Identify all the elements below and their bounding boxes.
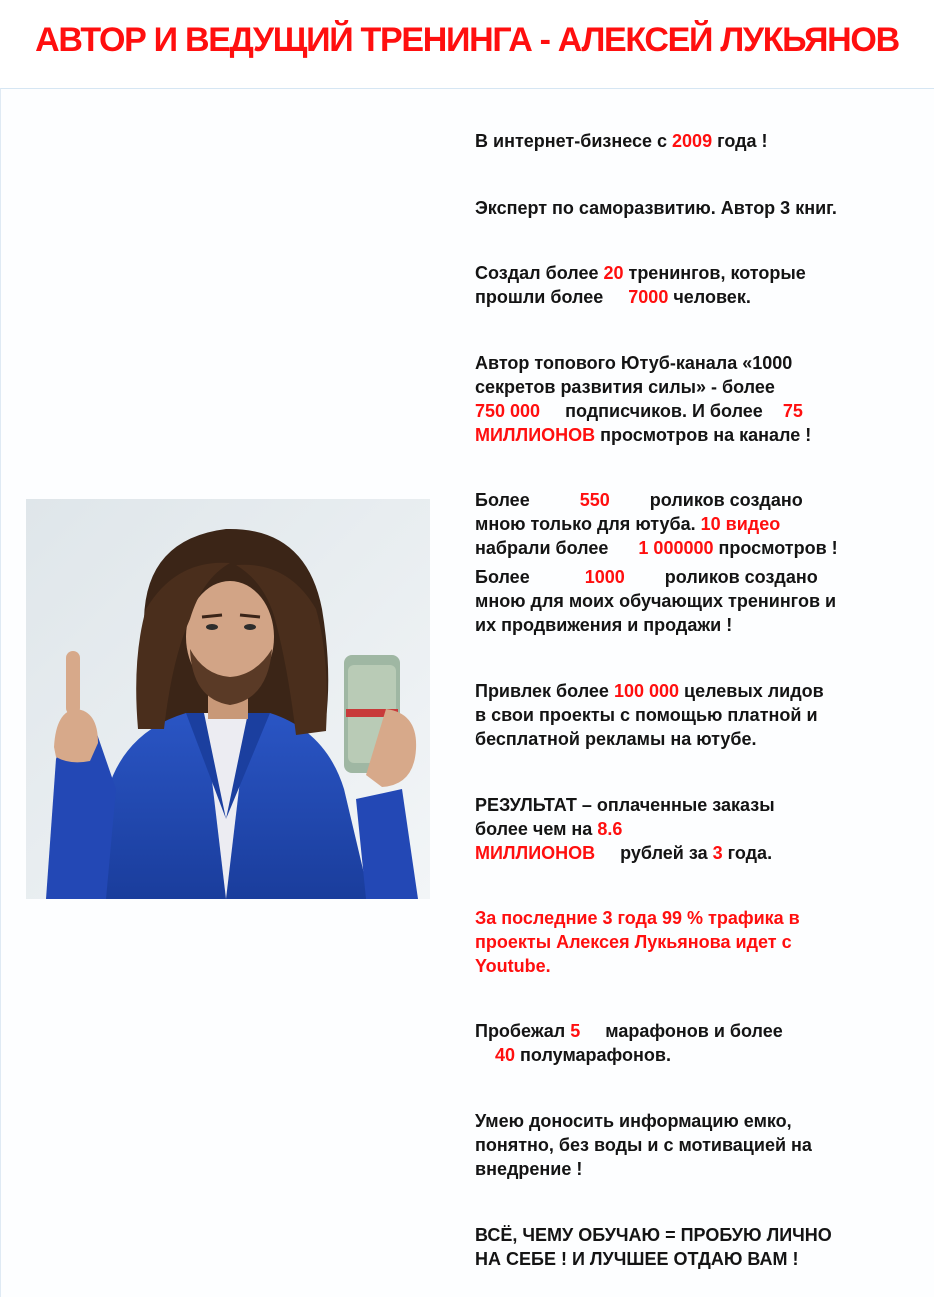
highlight-number: 550	[579, 490, 610, 510]
fact-leads: Привлек более 100 000 целевых лидов в свои проекты с помощью платной и бесплатной рекламы на ютубе.	[475, 681, 824, 749]
highlight-number: 100 000	[613, 681, 680, 701]
fact-trainings: Создал более 20 тренингов, которые прошли более 7000 человек.	[475, 263, 806, 307]
highlight-number: 75	[782, 401, 803, 421]
highlight-word: МИЛЛИОНОВ	[475, 425, 596, 445]
fact-result: РЕЗУЛЬТАТ – оплаченные заказы более чем на 8.6 МИЛЛИОНОВ рублей за 3 года.	[475, 795, 775, 863]
author-section	[0, 88, 934, 1297]
fact-marathons: Пробежал 5 марафонов и более 40 полумарафонов.	[475, 1021, 783, 1065]
highlight-year: 2009	[672, 131, 713, 151]
highlight-number: 1000	[584, 567, 625, 587]
highlight-word: МИЛЛИОНОВ	[475, 843, 596, 863]
fact-youtube-channel: Автор топового Ютуб-канала «1000 секретов развития силы» - более 750 000 подписчиков. И более 75 МИЛЛИОНОВ просмотров на канале !	[475, 353, 812, 445]
highlight-number: 5	[570, 1021, 581, 1041]
fact-videos: Более 550 роликов создано мною только для ютуба. 10 видео набрали более 1 000000 просмотров !	[475, 490, 838, 558]
highlight-number: 7000	[628, 287, 669, 307]
highlight-phrase: 10 видео	[700, 514, 781, 534]
highlight-number: 40	[495, 1045, 516, 1065]
highlight-number: 20	[603, 263, 624, 283]
fact-traffic: За последние 3 года 99 % трафика в проекты Алексея Лукьянова идет с Youtube.	[475, 908, 800, 976]
page-title: АВТОР И ВЕДУЩИЙ ТРЕНИНГА - АЛЕКСЕЙ ЛУКЬЯНОВ	[35, 21, 899, 59]
highlight-number: 1 000000	[638, 538, 714, 558]
fact-experience: В интернет-бизнесе с 2009 года !	[475, 131, 768, 151]
fact-closing: ВСЁ, ЧЕМУ ОБУЧАЮ = ПРОБУЮ ЛИЧНО НА СЕБЕ ! И ЛУЧШЕЕ ОТДАЮ ВАМ !	[475, 1225, 832, 1269]
fact-teaching-style: Умею доносить информацию емко, понятно, без воды и с мотивацией на внедрение !	[475, 1111, 812, 1179]
highlight-number: 3	[712, 843, 723, 863]
author-photo	[26, 499, 430, 899]
highlight-number: 8.6	[597, 819, 623, 839]
fact-training-videos: Более 1000 роликов создано мною для моих обучающих тренингов и их продвижения и продажи !	[475, 567, 837, 635]
page-header	[0, 0, 934, 88]
fact-expert: Эксперт по саморазвитию. Автор 3 книг.	[475, 198, 837, 218]
highlight-number: 750 000	[475, 401, 541, 421]
